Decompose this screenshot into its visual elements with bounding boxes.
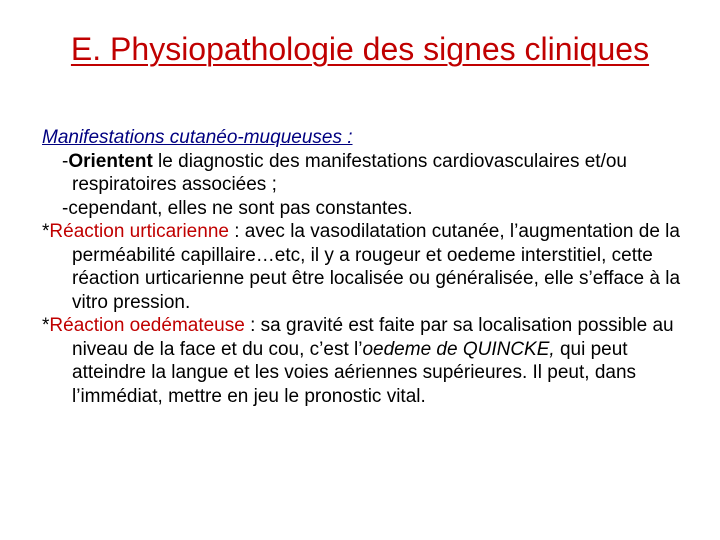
bullet-text: cependant, elles ne sont pas constantes.	[68, 197, 413, 219]
bullet-text: qui peut atteindre la langue et les voies aériennes supérieures. Il peut, dans l’immédiat, mettre en jeu le pronostic vital.	[72, 338, 637, 407]
bullet-item-urticarienne	[42, 220, 692, 314]
bullet-text: le diagnostic des manifestations cardiovasculaires et/ou respiratoires associées ;	[72, 150, 627, 195]
term-reaction-urticarienne: Réaction urticarienne	[49, 221, 229, 242]
slide-body	[42, 126, 692, 408]
bullet-item-oedemateuse	[42, 314, 692, 408]
bullet-item-cependant	[42, 197, 692, 221]
italic-term-quincke: oedeme de QUINCKE,	[362, 338, 555, 360]
bullet-text: : sa gravité est faite par sa localisation possible au niveau de la face et du cou, c’est l’	[72, 315, 674, 360]
slide-title: E. Physiopathologie des signes cliniques	[70, 31, 650, 67]
bullet-prefix: -	[62, 150, 69, 172]
term-reaction-oedemateuse: Réaction oedémateuse	[49, 315, 245, 336]
bullet-prefix: -	[62, 197, 69, 219]
section-subtitle: Manifestations cutanéo-muqueuses :	[42, 127, 353, 148]
bullet-prefix: *	[42, 221, 50, 242]
bullet-text: : avec la vasodilatation cutanée, l’augmentation de la perméabilité capillaire…etc, il y a rougeur et oedeme interstitiel, cette réaction urticarienne peut être localisée ou généralisée, elle s’efface à la vitro pression.	[72, 221, 681, 313]
bullet-item-orientent	[42, 150, 692, 197]
bold-keyword: Orientent	[68, 150, 153, 172]
bullet-prefix: *	[42, 315, 50, 336]
